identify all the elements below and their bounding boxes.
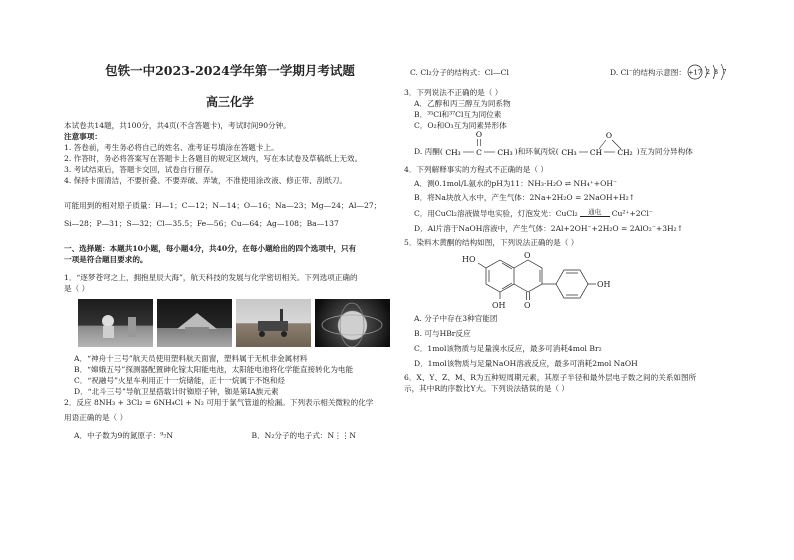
q4-option-c: C．用CuCl₂溶液做导电实验，灯泡发光：CuCl₂ 通电 Cu²⁺+2Cl⁻ <box>414 208 653 218</box>
hydroxyl-label-right: OH <box>597 280 611 289</box>
q3-option-d <box>404 131 734 161</box>
svg-text:CH₃: CH₃ <box>561 148 577 157</box>
q2-option-d-wrap <box>610 63 734 81</box>
section1-heading-line-2: 一项是符合题目要求的。 <box>64 254 148 264</box>
atomic-masses-line-2: Si—28；P—31；S—32；Cl—35.5；Fe—56；Cu—64；Ag—108；Ba—137 <box>64 218 339 228</box>
q3-option-c: C．O₂和O₃互为同素异形体 <box>414 121 507 130</box>
propylene-oxide-structure <box>559 131 637 161</box>
q5-stem: 5．染料木黄酮的结构如图，下列说法正确的是（ ） <box>404 238 579 247</box>
shell-electrons-2: 8 <box>714 69 718 76</box>
q1-option-d: D．“北斗三号”导航卫星搭载计时铷原子钟，铷是第ⅠA族元素 <box>74 386 279 396</box>
q3-option-a: A．乙醇和丙三醇互为同系物 <box>414 99 511 108</box>
genistein-structure <box>460 248 700 310</box>
q1-photo-strip <box>78 299 396 347</box>
q2-option-b: B．N₂分子的电子式：N⋮⋮N <box>251 430 356 440</box>
q1-option-a: A．“神舟十三号”航天员使用塑料航天面窗，塑料属于无机非金属材料 <box>74 353 308 363</box>
q1-stem-line-1: 1．“逐梦苍穹之上，拥抱星辰大海”，航天科技的发展与化学密切相关。下列选项正确的 <box>64 272 358 282</box>
acetone-structure <box>443 131 515 161</box>
carbonyl-oxygen-label: O <box>524 301 531 310</box>
note-item: 1. 答卷前，考生务必将自己的姓名、准考证号填涂在答题卡上。 <box>64 142 279 152</box>
svg-text:CH₃: CH₃ <box>445 148 461 157</box>
svg-text:O: O <box>605 131 612 140</box>
ring-oxygen-label: O <box>524 251 531 260</box>
note-item: 4. 保持卡面清洁，不要折叠、不要弄破、弄皱，不准使用涂改液、修正带、刮纸刀。 <box>64 175 348 185</box>
right-column <box>404 64 734 394</box>
q1-option-b: B．“嫦娥五号”探测器配置砷化镓太阳能电池，太阳能电池将化学能直接转化为电能 <box>74 364 354 374</box>
electrolysis-arrow: 通电 <box>580 209 610 217</box>
atomic-masses-line-1: 可能用到的相对原子质量：H—1；C—12；N—14；O—16；Na—23；Mg—24；Al—27； <box>64 200 382 210</box>
exam-title: 包铁一中2023-2024学年第一学期月考试题 <box>105 63 355 78</box>
q4-option-a: A．测0.1mol/L氨水的pH为11：NH₃·H₂O ⇌ NH₄⁺+OH⁻ <box>414 179 618 188</box>
q2-options-cd <box>404 64 734 80</box>
q5-option-a: A. 分子中存在3种官能团 <box>414 314 498 323</box>
notes-heading: 注意事项： <box>64 131 102 141</box>
q6-stem-line-1: 6．X、Y、Z、M、R为五种短周期元素，其原子半径和最外层电子数之间的关系如图所 <box>404 373 697 382</box>
note-item: 3. 考试结束后，答题卡交回，试卷自行留存。 <box>64 164 218 174</box>
q5-option-c: C．1mol该物质与足量溴水反应，最多可消耗4mol Br₂ <box>414 344 602 353</box>
hydroxyl-label-left: HO <box>462 255 476 264</box>
svg-text:O: O <box>475 131 482 139</box>
svg-text:CH: CH <box>589 148 602 157</box>
shell-electrons-1: 2 <box>706 69 710 76</box>
svg-text:CH₂: CH₂ <box>617 148 633 157</box>
q2-stem-line-2: 用语正确的是（ ） <box>64 412 128 422</box>
q2-option-d: D. Cl⁻的结构示意图： <box>609 67 686 77</box>
q5-option-d: D．1mol该物质与足量NaOH溶液反应，最多可消耗2mol NaOH <box>414 359 638 368</box>
q5-option-b: B. 可与HBr反应 <box>414 329 471 338</box>
q3-stem: 3．下列说法不正确的是（ ） <box>404 88 503 97</box>
exam-info: 本试卷共14题，共100分，共4页(不含答题卡)，考试时间90分钟。 <box>64 120 291 130</box>
mars-rover-photo <box>236 299 311 347</box>
q1-stem-line-2: 是（ ） <box>64 283 90 293</box>
lunar-probe-photo <box>157 299 232 347</box>
svg-text:CH₃: CH₃ <box>497 148 513 157</box>
q3-option-d-middle: )和环氧丙烷( <box>514 146 559 156</box>
q2-options-ab <box>64 430 396 441</box>
left-column <box>64 58 396 441</box>
q4-option-b: B．将Na块放入水中，产生气体：2Na+2H₂O = 2NaOH+H₂↑ <box>414 193 635 202</box>
satellite-globe-photo <box>315 299 390 347</box>
q6-stem-line-2: 示，其中R的序数比Y大。下列说法错误的是（ ） <box>404 384 570 393</box>
section1-heading-line-1: 一、选择题：本题共10小题，每小题4分，共40分，在每小题给出的四个选项中，只有 <box>64 243 357 253</box>
q2-stem-line-1: 2．反应 8NH₃ + 3Cl₂ = 6NH₄Cl + N₂ 可用于氯气管道的检漏。下列表示相关微粒的化学 <box>64 397 374 407</box>
exam-subtitle: 高三化学 <box>205 95 254 110</box>
q2-option-c: C. Cl₂分子的结构式：Cl—Cl <box>410 67 509 77</box>
q3-option-d-suffix: )互为同分异构体 <box>636 146 693 156</box>
hydroxyl-label-bottom: OH <box>492 301 506 310</box>
q3-option-b: B．³⁵Cl和³⁷Cl互为同位素 <box>414 110 502 119</box>
q4-stem: 4．下列解释事实的方程式不正确的是（ ） <box>404 165 548 174</box>
q3-option-d-prefix: D. 丙酮( <box>414 146 443 156</box>
q1-option-c: C．“祝融号”火星车利用正十一烷储能，正十一烷属于不饱和烃 <box>74 375 286 385</box>
shell-electrons-3: 7 <box>722 69 727 76</box>
svg-text:C: C <box>475 148 482 157</box>
chloride-ion-structure-diagram <box>686 63 732 81</box>
q4-option-d: D．Al片溶于NaOH溶液中，产生气体：2Al+2OH⁻+2H₂O = 2AlO₂⁻+3H₂↑ <box>414 224 684 233</box>
nucleus-charge: +17 <box>688 68 702 77</box>
note-item: 2. 作答时，务必将答案写在答题卡上各题目的规定区域内，写在本试卷及草稿纸上无效。 <box>64 153 363 163</box>
astronaut-photo <box>78 299 153 347</box>
q2-option-a: A．中子数为9的氮原子：⁹₇N <box>74 430 173 440</box>
